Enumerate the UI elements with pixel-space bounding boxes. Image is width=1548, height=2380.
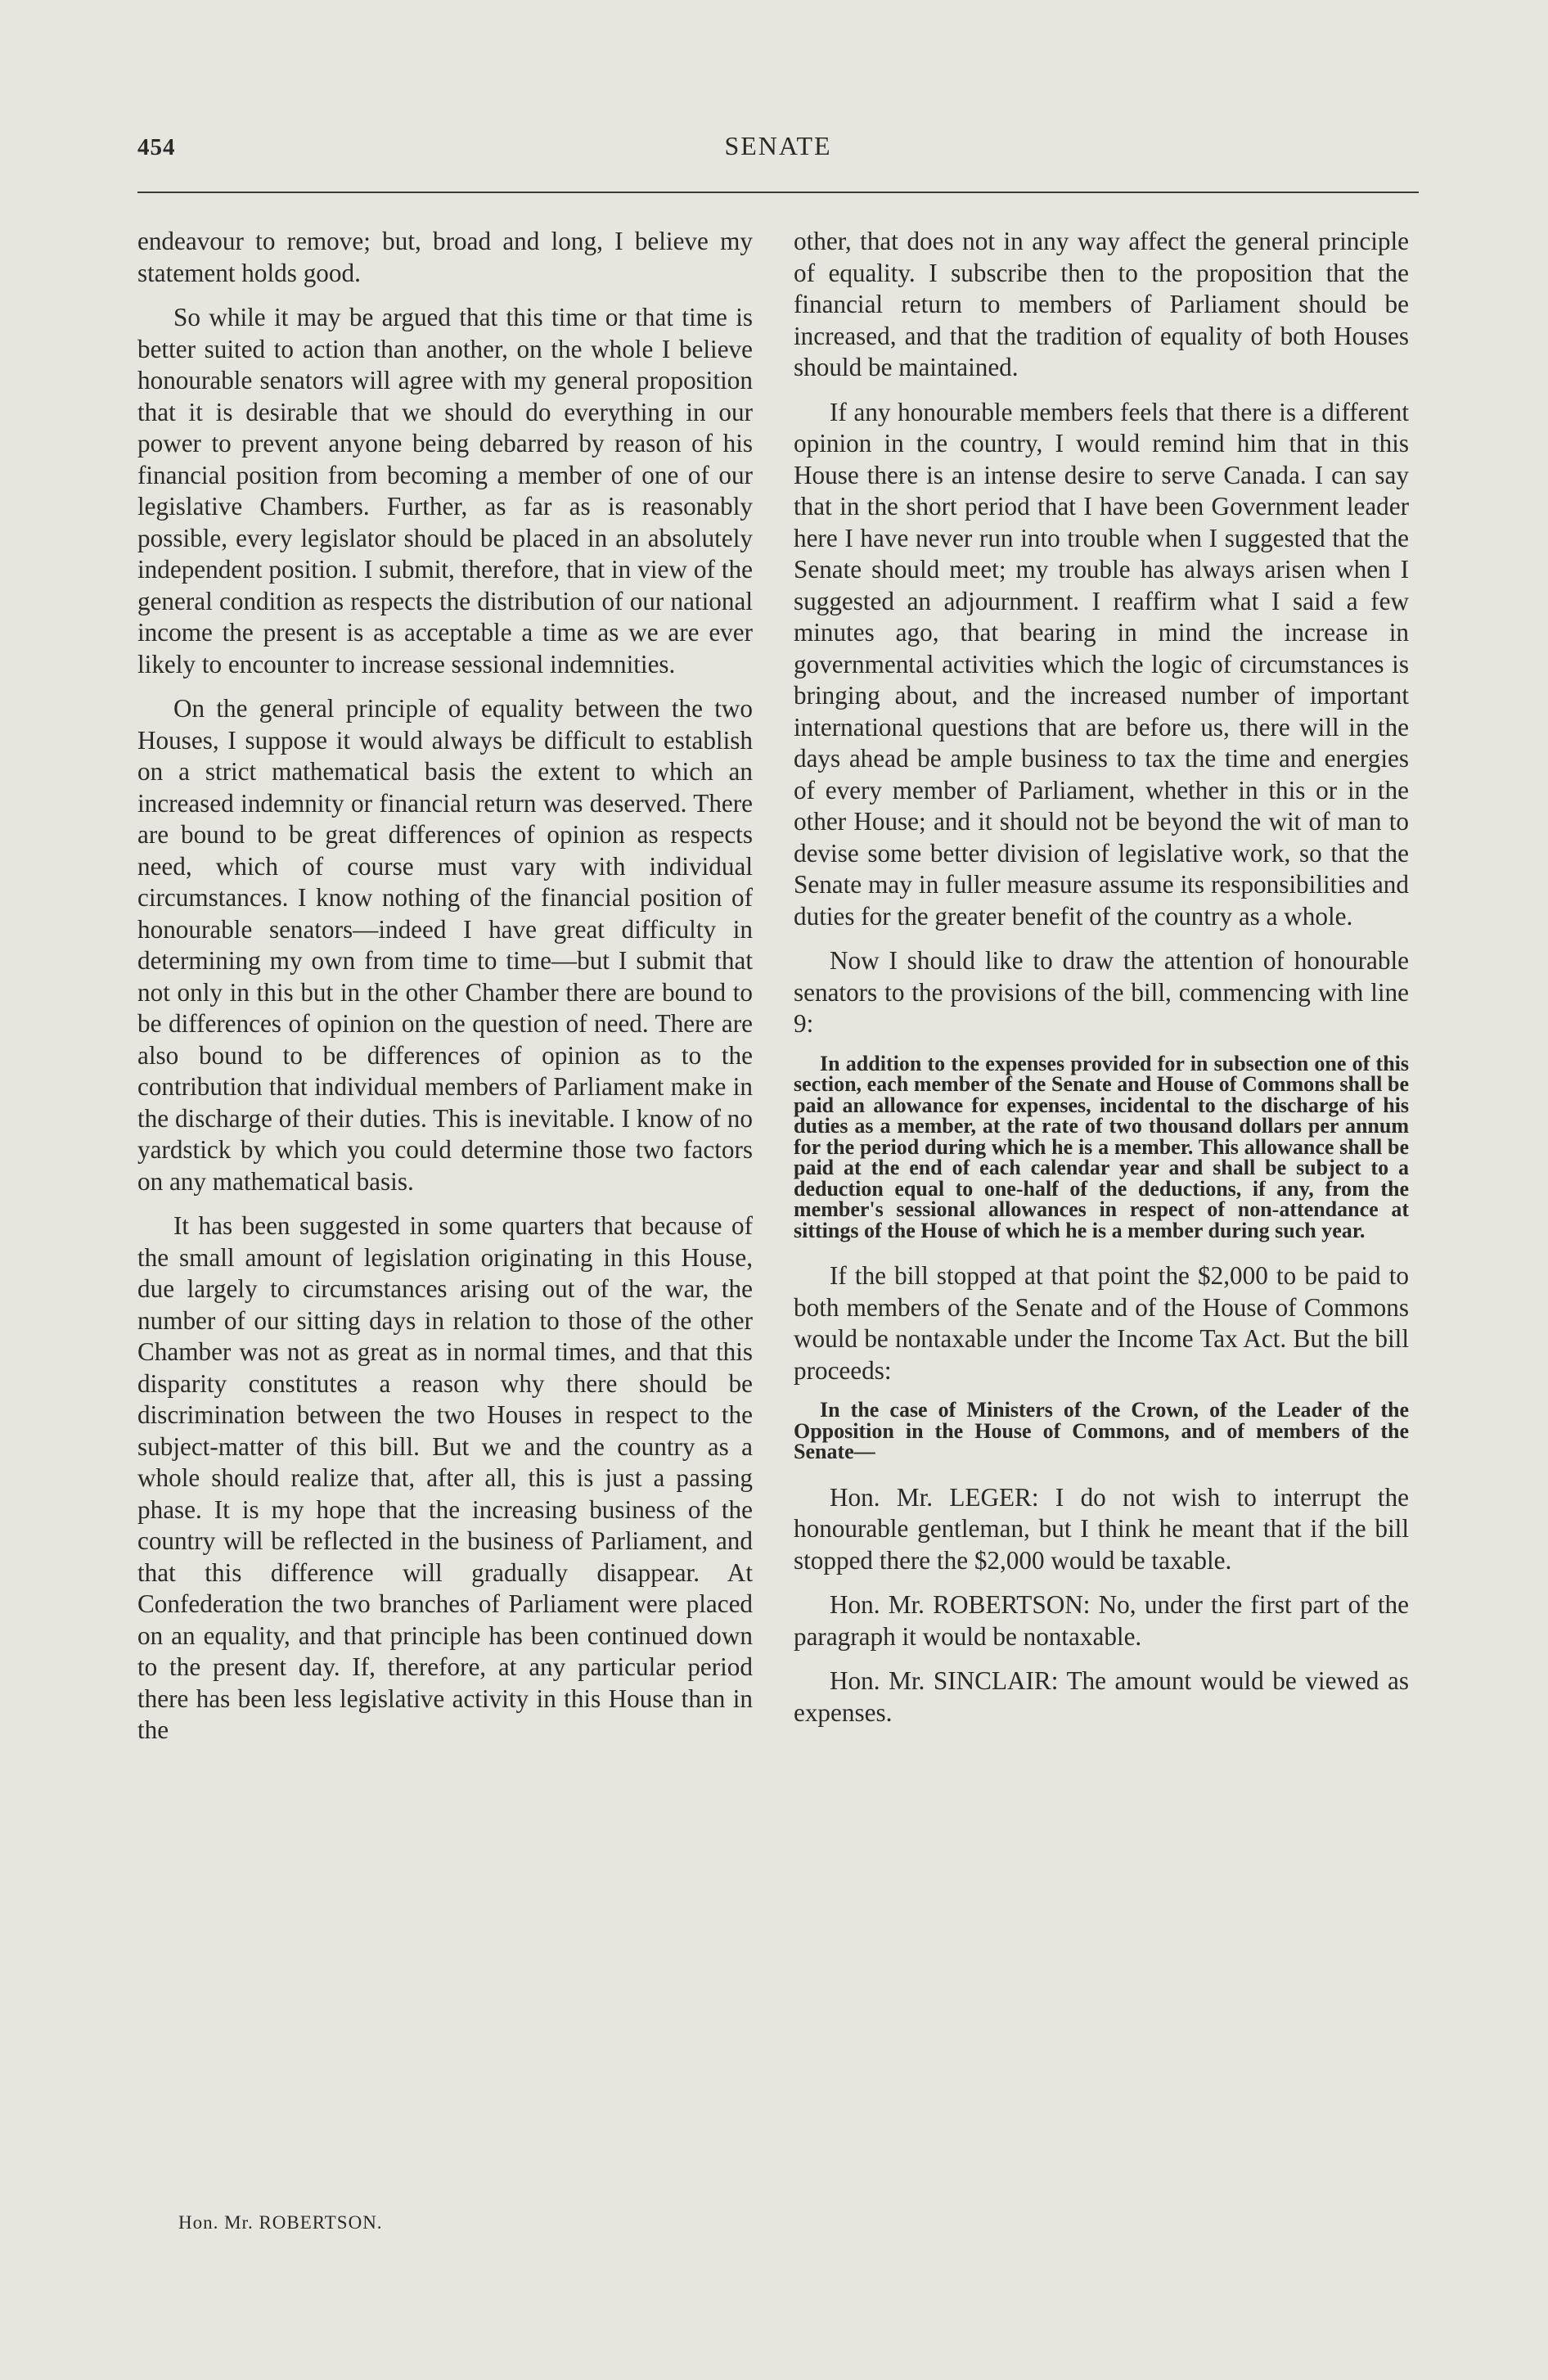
bill-quotation: In addition to the expenses provided for in subsection one of this section, each member of the Senate and House of Commons shall be paid an allowance for expenses, incidental to the discharge of his duties as a member, at the rate of two thousand dollars per annum for the period during which he is a member. This allowance shall be paid at the end of each calendar year and shall be subject to a deduction equal to one-half of the deductions, if any, from the member's sessional allowances in respect of non-attendance at sittings of the House of which he is a member during such year. bbox=[794, 1051, 1409, 1242]
running-title: SENATE bbox=[724, 131, 832, 160]
right-column bbox=[794, 226, 1409, 1742]
paragraph: endeavour to remove; but, broad and long, I believe my statement holds good. bbox=[137, 227, 753, 287]
speech-robertson: Hon. Mr. ROBERTSON: No, under the first part of the paragraph it would be nontaxable. bbox=[794, 1590, 1409, 1651]
paragraph: On the general principle of equality between the two Houses, I suppose it would always be difficult to establish on a strict mathematical basis the extent to which an increased indemnity or financial return was deserved. There are bound to be great differences of opinion as respects need, which of course must vary with individual circumstances. I know nothing of the financial position of honourable senators—indeed I have great difficulty in determining my own from time to time—but I submit that not only in this but in the other Chamber there are bound to be differences of opinion on the question of need. There are also bound to be differences of opinion as to the contribution that individual members of Parliament make in the discharge of their duties. This is inevitable. I know of no yardstick by which you could determine those two factors on any mathematical basis. bbox=[137, 694, 753, 1196]
paragraph: Now I should like to draw the attention of honourable senators to the provisions of the bill, commencing with line 9: bbox=[794, 946, 1409, 1038]
left-column bbox=[137, 226, 753, 1760]
paragraph: other, that does not in any way affect the general principle of equality. I subscribe then to the proposition that the financial return to members of Parliament should be increased, and that the tradition of equality of both Houses should be maintained. bbox=[794, 227, 1409, 381]
bill-quotation: In the case of Ministers of the Crown, of the Leader of the Opposition in the House of Commons, and of members of the Senate— bbox=[794, 1398, 1409, 1463]
speaker-footer: Hon. Mr. ROBERTSON. bbox=[178, 2212, 383, 2233]
page-header bbox=[137, 131, 1419, 172]
paragraph: It has been suggested in some quarters that because of the small amount of legislation originating in this House, due largely to circumstances arising out of the war, the number of our sitting days in relation to those of the other Chamber was not as great as in normal times, and that this disparity constitutes a reason why there should be discrimination between the two Houses in respect to the subject-matter of this bill. But we and the country as a whole should realize that, after all, this is just a passing phase. It is my hope that the increasing business of the country will be reflected in the business of Parliament, and that this difference will gradually disappear. At Confederation the two branches of Parliament were placed on an equality, and that principle has been continued down to the present day. If, therefore, at any particular period there has been less legislative activity in this House than in the bbox=[137, 1211, 753, 1744]
page-number: 454 bbox=[137, 134, 176, 160]
speech-sinclair: Hon. Mr. SINCLAIR: The amount would be viewed as expenses. bbox=[794, 1666, 1409, 1727]
paragraph: If the bill stopped at that point the $2,000 to be paid to both members of the Senate and of the House of Commons would be nontaxable under the Income Tax Act. But the bill proceeds: bbox=[794, 1261, 1409, 1385]
header-rule bbox=[137, 192, 1419, 193]
paragraph: If any honourable members feels that there is a different opinion in the country, I would remind him that in this House there is an intense desire to serve Canada. I can say that in the short period that I have been Government leader here I have never run into trouble when I suggested that the Senate should meet; my trouble has always arisen when I suggested an adjournment. I reaffirm what I said a few minutes ago, that bearing in mind the increase in governmental activities which the logic of circumstances is bringing about, and the increased number of important international questions that are before us, there will in the days ahead be ample business to tax the time and energies of every member of Parliament, whether in this or in the other House; and it should not be beyond the wit of man to devise some better division of legislative work, so that the Senate may in fuller measure assume its responsibilities and duties for the greater benefit of the country as a whole. bbox=[794, 397, 1409, 931]
speech-leger: Hon. Mr. LEGER: I do not wish to interrupt the honourable gentleman, but I think he meant that if the bill stopped there the $2,000 would be taxable. bbox=[794, 1482, 1409, 1575]
paragraph: So while it may be argued that this time or that time is better suited to action than another, on the whole I believe honourable senators will agree with my general proposition that it is desirable that we should do everything in our power to prevent anyone being debarred by reason of his financial position from becoming a member of one of our legislative Chambers. Further, as far as is reasonably possible, every legislator should be placed in an absolutely independent position. I submit, therefore, that in view of the general condition as respects the distribution of our national income the present is as acceptable a time as we are ever likely to encounter to increase sessional indemnities. bbox=[137, 303, 753, 678]
